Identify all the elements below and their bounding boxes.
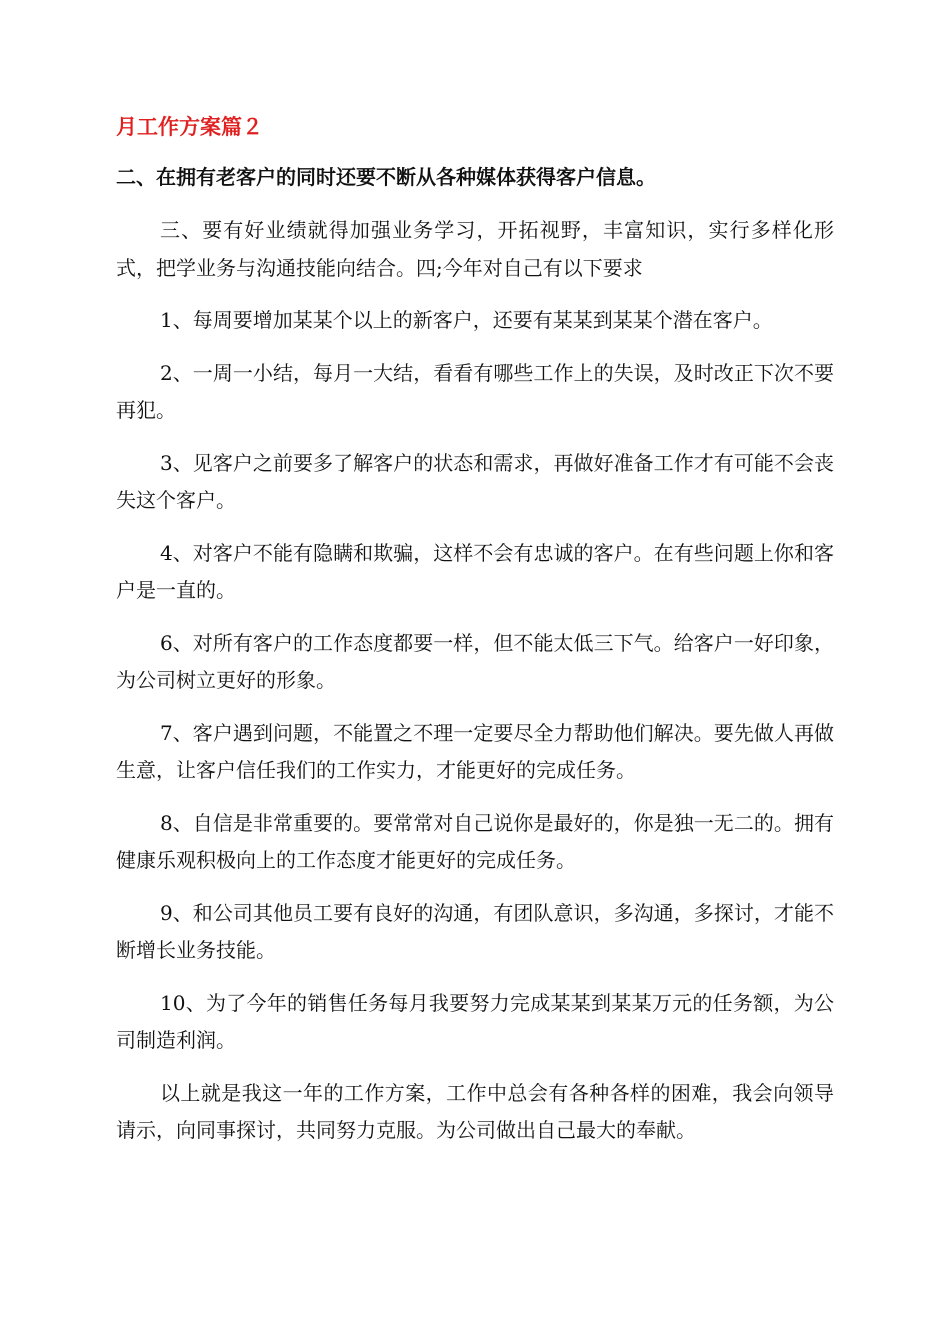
paragraph: 4、对客户不能有隐瞒和欺骗，这样不会有忠诚的客户。在有些问题上你和客户是一直的。 <box>116 540 834 602</box>
paragraph: 3、见客户之前要多了解客户的状态和需求，再做好准备工作才有可能不会丧失这个客户。 <box>116 450 834 512</box>
paragraph: 9、和公司其他员工要有良好的沟通，有团队意识，多沟通，多探讨，才能不断增长业务技能。 <box>116 900 834 962</box>
paragraph: 8、自信是非常重要的。要常常对自己说你是最好的，你是独一无二的。拥有健康乐观积极向上的工作态度才能更好的完成任务。 <box>116 810 834 872</box>
paragraph: 以上就是我这一年的工作方案，工作中总会有各种各样的困难，我会向领导请示，向同事探讨，共同努力克服。为公司做出自己最大的奉献。 <box>116 1080 834 1142</box>
paragraph: 2、一周一小结，每月一大结，看看有哪些工作上的失误，及时改正下次不要再犯。 <box>116 360 834 422</box>
document-body <box>116 112 834 1165</box>
paragraph: 1、每周要增加某某个以上的新客户，还要有某某到某某个潜在客户。 <box>160 308 773 332</box>
document-title: 月工作方案篇２ <box>116 115 263 139</box>
paragraph: 6、对所有客户的工作态度都要一样，但不能太低三下气。给客户一好印象，为公司树立更好的形象。 <box>116 630 834 692</box>
paragraph: 7、客户遇到问题，不能置之不理一定要尽全力帮助他们解决。要先做人再做生意，让客户信任我们的工作实力，才能更好的完成任务。 <box>116 720 834 782</box>
paragraph: 10、为了今年的销售任务每月我要努力完成某某到某某万元的任务额，为公司制造利润。 <box>116 990 834 1052</box>
document-subtitle: 二、在拥有老客户的同时还要不断从各种媒体获得客户信息。 <box>116 165 656 189</box>
paragraph: 三、要有好业绩就得加强业务学习，开拓视野，丰富知识，实行多样化形式，把学业务与沟通技能向结合。四;今年对自己有以下要求 <box>116 218 834 280</box>
